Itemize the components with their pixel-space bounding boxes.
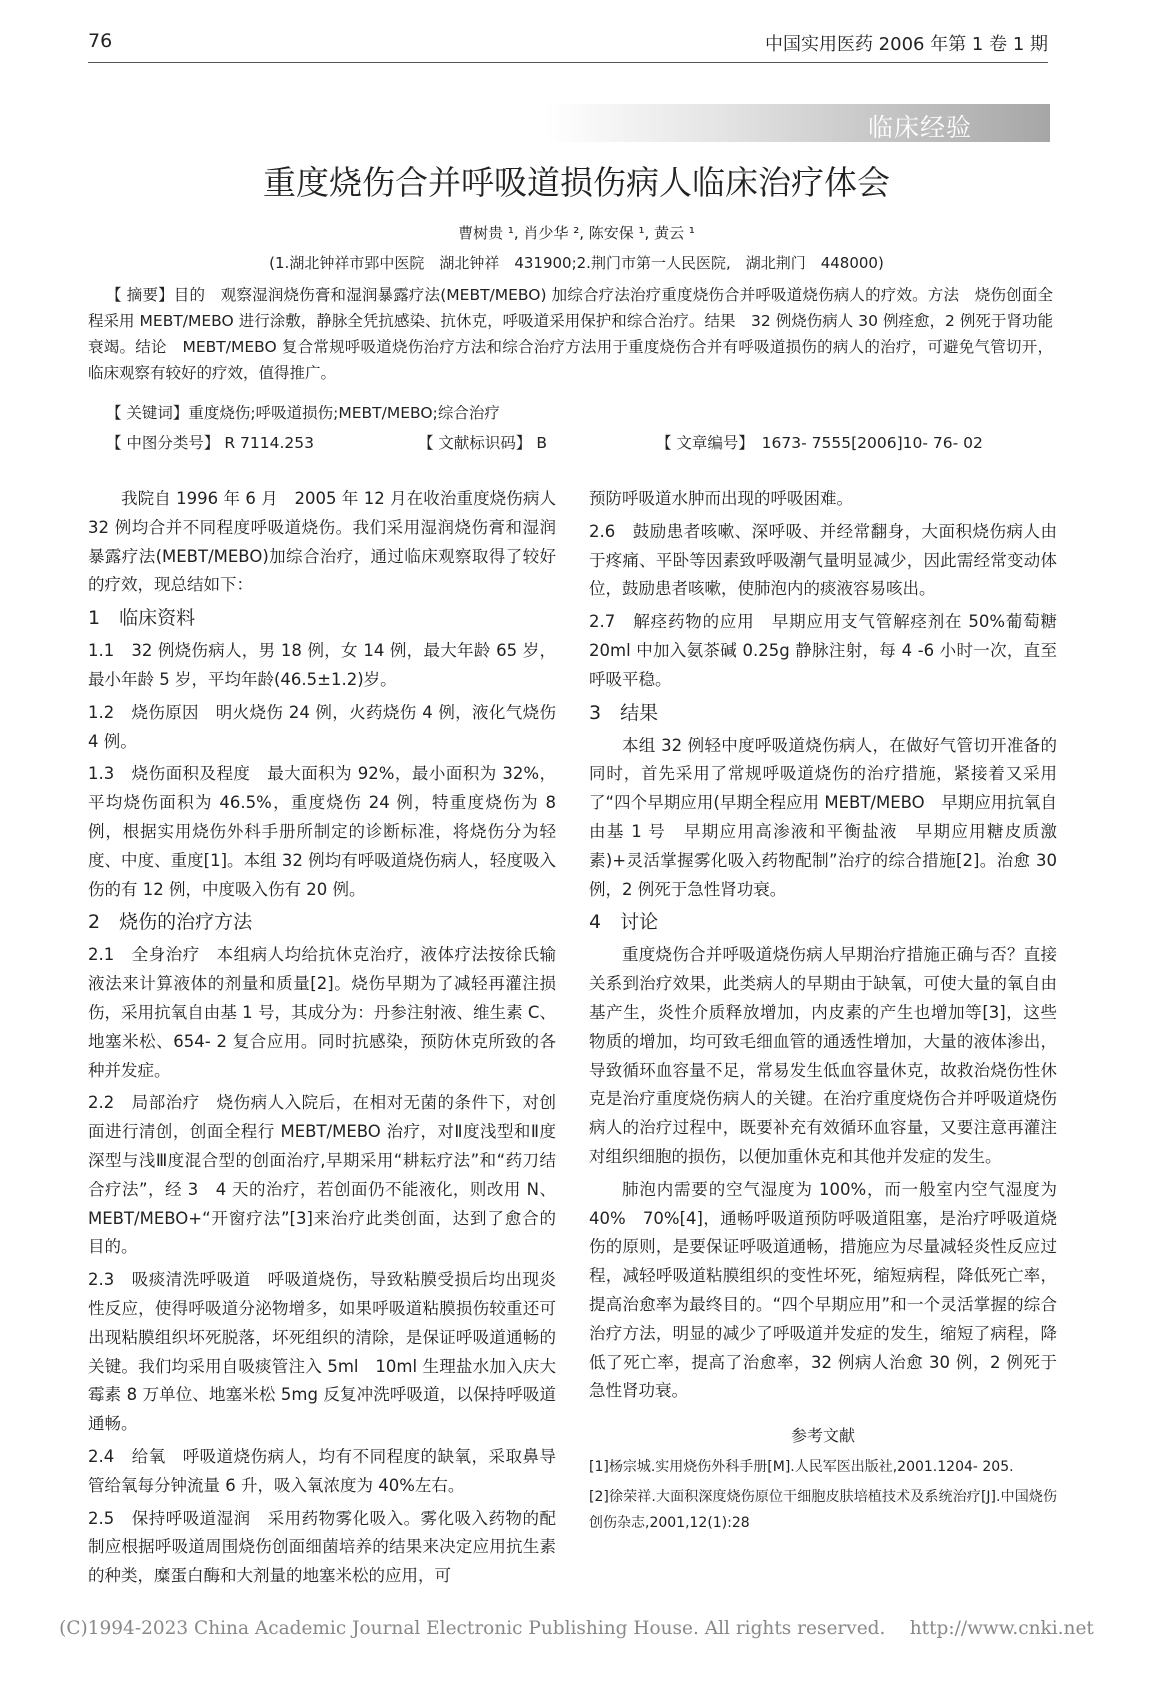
reference-2: [2]徐荣祥.大面积深度烧伤原位干细胞皮肤培植技术及系统治疗[J].中国烧伤创伤杂志,2001,12(1):28	[589, 1489, 1057, 1532]
paragraph-1-1: 1.1 32 例烧伤病人，男 18 例，女 14 例，最大年龄 65 岁，最小年龄 5 岁，平均年龄(46.5±1.2)岁。	[88, 641, 556, 689]
copyright-footer: (C)1994-2023 China Academic Journal Electronic Publishing House. All rights reserved. http://www.cnki.net	[59, 1618, 1094, 1639]
paragraph-1-3: 1.3 烧伤面积及程度 最大面积为 92%，最小面积为 32%，平均烧伤面积为 46.5%，重度烧伤 24 例，特重度烧伤为 8 例，根据实用烧伤外科手册所制定的诊断标准，将烧伤分为轻度、中度、重度[1]。本组 32 例均有呼吸道烧伤病人，轻度吸入伤的有 12 例，中度吸入伤有 20 例。	[88, 764, 556, 899]
paragraph-2-2: 2.2 局部治疗 烧伤病人入院后，在相对无菌的条件下，对创面进行清创，创面全程行 MEBT/MEBO 治疗，对Ⅱ度浅型和Ⅱ度深型与浅Ⅲ度混合型的创面治疗,早期采用“耕耘疗法”和“药刀结合疗法”，经 3 4 天的治疗，若创面仍不能液化，则改用 N、MEBT/MEBO+“开窗疗法”[3]来治疗此类创面，达到了愈合的目的。	[88, 1093, 556, 1257]
paragraph-2-6: 2.6 鼓励患者咳嗽、深呼吸、并经常翻身，大面积烧伤病人由于疼痛、平卧等因素致呼吸潮气量明显减少，因此需经常变动体位，鼓励患者咳嗽，使肺泡内的痰液容易咳出。	[589, 521, 1057, 599]
keywords: 【 关键词】重度烧伤;呼吸道损伤;MEBT/MEBO;综合治疗	[106, 404, 500, 422]
intro-paragraph: 我院自 1996 年 6 月 2005 年 12 月在收治重度烧伤病人 32 例均合并不同程度呼吸道烧伤。我们采用湿润烧伤膏和湿润暴露疗法(MEBT/MEBO)加综合治疗，通过临床观察取得了较好的疗效，现总结如下：	[88, 489, 556, 595]
paragraph-2-5: 2.5 保持呼吸道湿润 采用药物雾化吸入。雾化吸入药物的配制应根据呼吸道周围烧伤创面细菌培养的结果来决定应用抗生素的种类，糜蛋白酶和大剂量的地塞米松的应用，可	[88, 1508, 556, 1586]
section-label: 临床经验	[867, 113, 972, 142]
reference-1: [1]杨宗城.实用烧伤外科手册[M].人民军医出版社,2001.1204- 205.	[589, 1459, 1014, 1476]
section-banner	[545, 104, 1050, 142]
paragraph-4-2: 肺泡内需要的空气湿度为 100%，而一般室内空气湿度为 40% 70%[4]，通畅呼吸道预防呼吸道阻塞，是治疗呼吸道烧伤的原则，是要保证呼吸道通畅，措施应为尽量减轻炎性反应过程，减轻呼吸道粘膜组织的变性坏死，缩短病程，降低死亡率，提高治愈率为最终目的。“四个早期应用”和一个灵活掌握的综合治疗方法，明显的减少了呼吸道并发症的发生，缩短了病程，降低了死亡率，提高了治愈率，32 例病人治愈 30 例，2 例死于急性肾功衰。	[589, 1179, 1057, 1401]
clc-number: 【 中图分类号】 R 7114.253	[106, 434, 315, 452]
paragraph-1-2: 1.2 烧伤原因 明火烧伤 24 例，火药烧伤 4 例，液化气烧伤 4 例。	[88, 702, 556, 751]
journal-header: 中国实用医药 2006 年第 1 卷 1 期	[764, 34, 1048, 55]
paragraph-2-5-continued: 预防呼吸道水肿而出现的呼吸困难。	[589, 489, 853, 508]
affiliations: (1.湖北钟祥市郢中医院 湖北钟祥 431900;2.荆门市第一人民医院, 湖北荆门 448000)	[269, 254, 884, 272]
paragraph-2-7: 2.7 解痉药物的应用 早期应用支气管解痉剂在 50%葡萄糖 20ml 中加入氨茶碱 0.25g 静脉注射，每 4 -6 小时一次，直至呼吸平稳。	[589, 612, 1057, 689]
left-column	[88, 485, 556, 1595]
paragraph-2-1: 2.1 全身治疗 本组病人均给抗休克治疗，液体疗法按徐氏输液法来计算液体的剂量和质量[2]。烧伤早期为了减轻再灌注损伤，采用抗氧自由基 1 号，其成分为：丹参注射液、维生素 C、地塞米松、654- 2 复合应用。同时抗感染，预防休克所致的各种并发症。	[88, 945, 556, 1080]
authors: 曹树贵 ¹, 肖少华 ², 陈安保 ¹, 黄云 ¹	[458, 224, 695, 242]
paragraph-3: 本组 32 例轻中度呼吸道烧伤病人，在做好气管切开准备的同时，首先采用了常规呼吸道烧伤的治疗措施，紧接着又采用了“四个早期应用(早期全程应用 MEBT/MEBO 早期应用抗氧自由基 1 号 早期应用高渗液和平衡盐液 早期应用糖皮质激素)+灵活掌握雾化吸入药物配制”治疗的综合措施[2]。治愈 30 例，2 例死于急性肾功衰。	[589, 735, 1057, 899]
paragraph-2-4: 2.4 给氧 呼吸道烧伤病人，均有不同程度的缺氧，采取鼻导管给氧每分钟流量 6 升，吸入氧浓度为 40%左右。	[88, 1446, 556, 1495]
page-number: 76	[88, 30, 113, 52]
paragraph-4-1: 重度烧伤合并呼吸道烧伤病人早期治疗措施正确与否？直接关系到治疗效果，此类病人的早期由于缺氧，可使大量的氧自由基产生，炎性介质释放增加，内皮素的产生也增加等[3]，这些物质的增加，均可致毛细血管的通透性增加，大量的液体渗出，导致循环血容量不足，常易发生低血容量休克，故救治烧伤性休克是治疗重度烧伤病人的关键。在治疗重度烧伤合并呼吸道烧伤病人的治疗过程中，既要补充有效循环血容量，又要注意再灌注对组织细胞的损伤，以便加重休克和其他并发症的发生。	[589, 945, 1057, 1166]
header-rule	[88, 62, 1048, 63]
article-number: 【 文章编号】 1673- 7555[2006]10- 76- 02	[656, 434, 983, 452]
section-heading-clinical-data: 1 临床资料	[88, 607, 196, 630]
document-code: 【 文献标识码】 B	[418, 434, 547, 452]
right-column	[589, 485, 1057, 1540]
references-title: 参考文献	[790, 1426, 855, 1446]
paragraph-2-3: 2.3 吸痰清洗呼吸道 呼吸道烧伤，导致粘膜受损后均出现炎性反应，使得呼吸道分泌物增多，如果呼吸道粘膜损伤较重还可出现粘膜组织坏死脱落，坏死组织的清除，是保证呼吸道通畅的关键。我们均采用自吸痰管注入 5ml 10ml 生理盐水加入庆大霉素 8 万单位、地塞米松 5mg 反复冲洗呼吸道，以保持呼吸道通畅。	[88, 1270, 556, 1434]
abstract: 【 摘要】目的 观察湿润烧伤膏和湿润暴露疗法(MEBT/MEBO) 加综合疗法治疗重度烧伤合并呼吸道烧伤病人的疗效。方法 烧伤创面全程采用 MEBT/MEBO 进行涂敷，静脉全凭抗感染、抗休克，呼吸道采用保护和综合治疗。结果 32 例烧伤病人 30 例痊愈，2 例死于肾功能衰竭。结论 MEBT/MEBO 复合常规呼吸道烧伤治疗方法和综合治疗方法用于重度烧伤合并有呼吸道损伤的病人的治疗，可避免气管切开，临床观察有较好的疗效，值得推广。	[88, 286, 1053, 382]
article-title: 重度烧伤合并呼吸道损伤病人临床治疗体会	[263, 163, 890, 202]
section-heading-discussion: 4 讨论	[589, 911, 659, 934]
section-heading-treatment: 2 烧伤的治疗方法	[88, 911, 253, 934]
section-heading-results: 3 结果	[589, 701, 659, 724]
